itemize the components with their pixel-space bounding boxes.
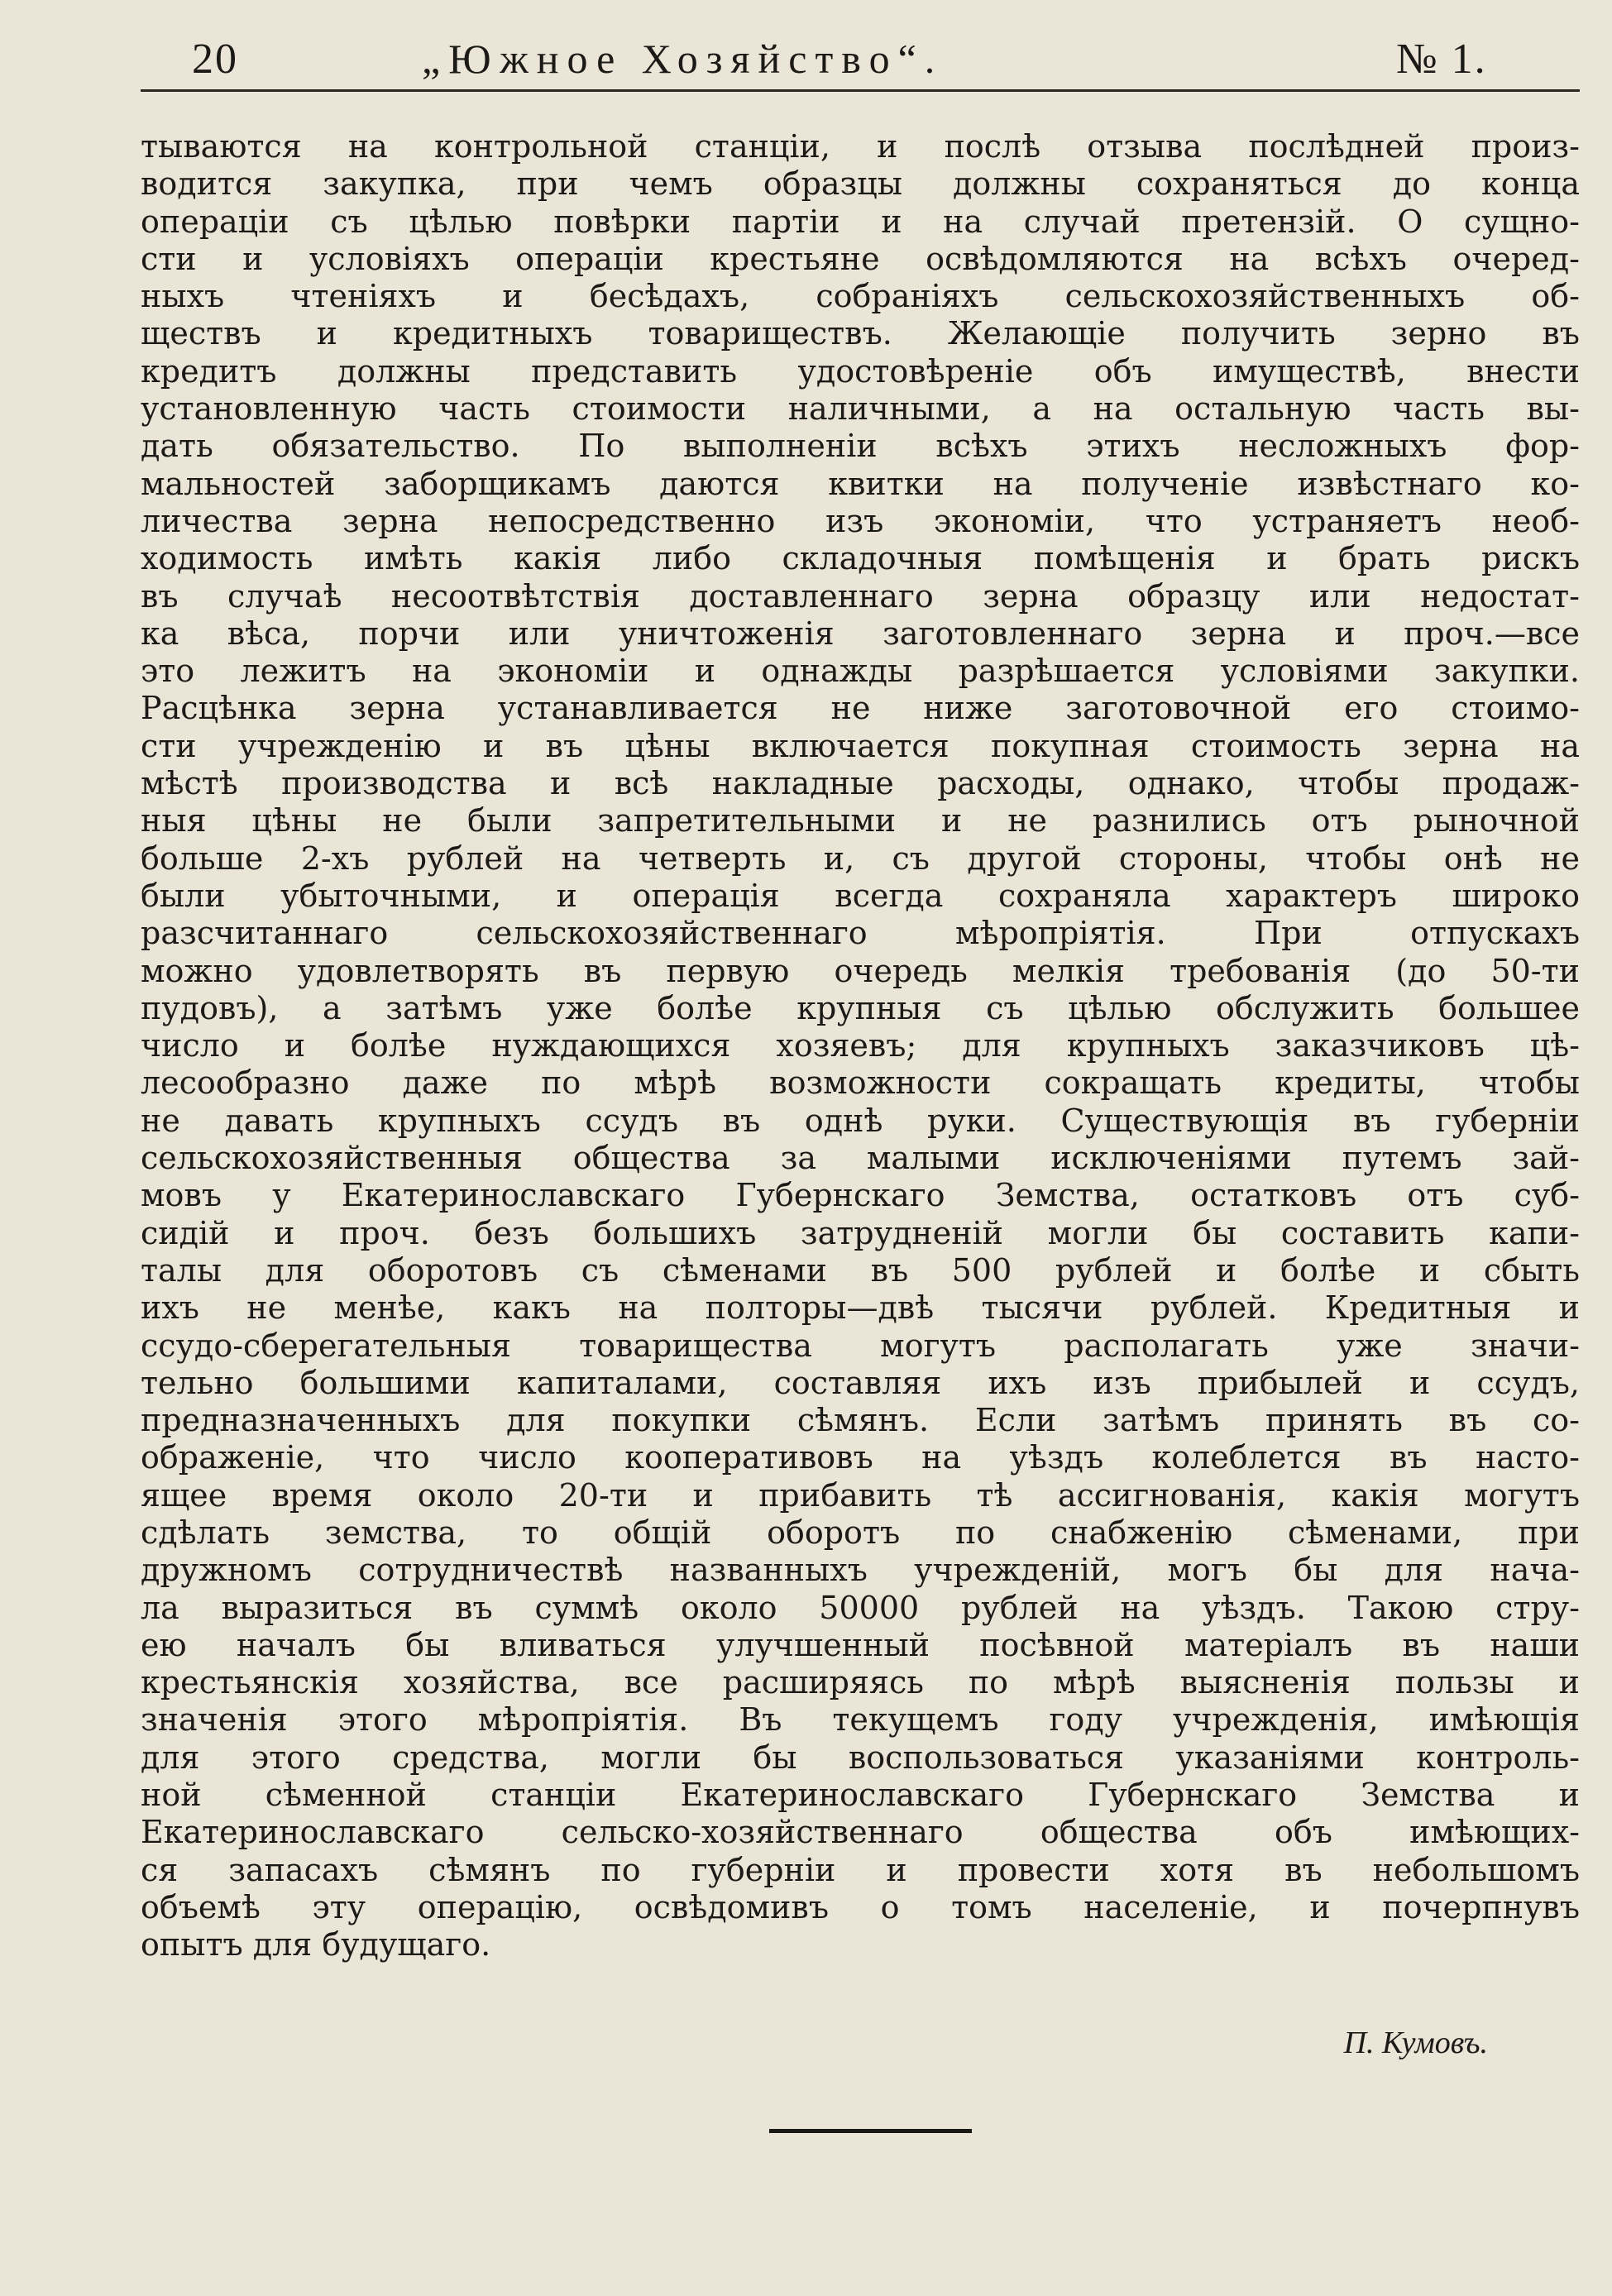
text-line: ка вѣса, порчи или уничтоженія заготовленнаго зерна и проч.—все [141, 615, 1580, 652]
text-line: кредитъ должны представить удостовѣреніе объ имуществѣ, внести [141, 352, 1580, 390]
issue-number: № 1. [1396, 36, 1487, 83]
text-line: тельно большими капиталами, составляя ихъ изъ прибылей и ссудъ, [141, 1364, 1580, 1401]
text-line: установленную часть стоимости наличными, а на остальную часть вы- [141, 390, 1580, 428]
text-line: Расцѣнка зерна устанавливается не ниже заготовочной его стоимо- [141, 690, 1580, 727]
author-signature: П. Кумовъ. [1343, 2026, 1488, 2060]
header-rule [141, 89, 1580, 92]
text-line: ображеніе, что число кооперативовъ на уѣздъ колеблется въ насто- [141, 1439, 1580, 1476]
text-line: Екатеринославскаго сельско-хозяйственнаго общества объ имѣющих- [141, 1814, 1580, 1851]
text-line: разсчитаннаго сельскохозяйственнаго мѣропріятія. При отпускахъ [141, 915, 1580, 952]
text-line: лесообразно даже по мѣрѣ возможности сокращать кредиты, чтобы [141, 1064, 1580, 1102]
text-line: ею началъ бы вливаться улучшенный посѣвной матеріалъ въ наши [141, 1626, 1580, 1663]
text-line: ихъ не менѣе, какъ на полторы—двѣ тысячи рублей. Кредитныя и [141, 1289, 1580, 1327]
text-line: пудовъ), а затѣмъ уже болѣе крупныя съ цѣлью обслужить большее [141, 989, 1580, 1026]
text-line: ящее время около 20-ти и прибавить тѣ ассигнованія, какія могутъ [141, 1476, 1580, 1514]
text-line: сдѣлать земства, то общій оборотъ по снабженію сѣменами, при [141, 1514, 1580, 1551]
text-line: талы для оборотовъ съ сѣменами въ 500 рублей и болѣе и сбыть [141, 1251, 1580, 1289]
text-line: въ случаѣ несоотвѣтствія доставленнаго зерна образцу или недостат- [141, 577, 1580, 615]
text-line: для этого средства, могли бы воспользоваться указаніями контроль- [141, 1739, 1580, 1776]
text-line: дружномъ сотрудничествѣ названныхъ учрежденій, могъ бы для нача- [141, 1552, 1580, 1589]
text-line: ныхъ чтеніяхъ и бесѣдахъ, собраніяхъ сельскохозяйственныхъ об- [141, 278, 1580, 315]
text-line: операціи съ цѣлью повѣрки партіи и на случай претензій. О сущно- [141, 203, 1580, 240]
text-line: ла выразиться въ суммѣ около 50000 рублей на уѣздъ. Такою стру- [141, 1589, 1580, 1626]
text-line: мальностей заборщикамъ даются квитки на полученіе извѣстнаго ко- [141, 465, 1580, 502]
text-line: мовъ у Екатеринославскаго Губернскаго Земства, остатковъ отъ суб- [141, 1177, 1580, 1214]
text-line: объемѣ эту операцію, освѣдомивъ о томъ населеніе, и почерпнувъ [141, 1888, 1580, 1925]
text-line: ся запасахъ сѣмянъ по губерніи и провести хотя въ небольшомъ [141, 1851, 1580, 1888]
article-body [141, 128, 1580, 1964]
text-line: ной сѣменной станціи Екатеринославскаго Губернскаго Земства и [141, 1777, 1580, 1814]
text-line: ссудо-сберегательныя товарищества могутъ располагать уже значи- [141, 1327, 1580, 1364]
text-line: крестьянскія хозяйства, все расширяясь по мѣрѣ выясненія пользы и [141, 1664, 1580, 1701]
text-line: водится закупка, при чемъ образцы должны сохраняться до конца [141, 165, 1580, 203]
text-line: тываются на контрольной станціи, и послѣ отзыва послѣдней произ- [141, 128, 1580, 165]
text-line: личества зерна непосредственно изъ экономіи, что устраняетъ необ- [141, 502, 1580, 539]
text-line: число и болѣе нуждающихся хозяевъ; для крупныхъ заказчиковъ цѣ- [141, 1027, 1580, 1064]
text-line: ществъ и кредитныхъ товариществъ. Желающіе получить зерно въ [141, 315, 1580, 352]
text-line: значенія этого мѣропріятія. Въ текущемъ году учрежденія, имѣющія [141, 1701, 1580, 1739]
text-line: сидій и проч. безъ большихъ затрудненій могли бы составить капи- [141, 1214, 1580, 1251]
text-line: больше 2-хъ рублей на четверть и, съ другой стороны, чтобы онѣ не [141, 839, 1580, 877]
text-line: ходимость имѣть какія либо складочныя помѣщенія и брать рискъ [141, 540, 1580, 577]
page-number: 20 [192, 36, 238, 83]
text-line: дать обязательство. По выполненіи всѣхъ этихъ несложныхъ фор- [141, 428, 1580, 465]
text-line: можно удовлетворять въ первую очередь мелкія требованія (до 50-ти [141, 952, 1580, 989]
journal-title: „Южное Хозяйство“. [422, 36, 944, 82]
text-line: сельскохозяйственныя общества за малыми исключеніями путемъ зай- [141, 1140, 1580, 1177]
page-header [141, 35, 1580, 93]
end-divider [769, 2129, 972, 2133]
text-line: не давать крупныхъ ссудъ въ однѣ руки. Существующія въ губерніи [141, 1102, 1580, 1139]
text-line: предназначенныхъ для покупки сѣмянъ. Если затѣмъ принять въ со- [141, 1402, 1580, 1439]
text-line: мѣстѣ производства и всѣ накладные расходы, однако, чтобы продаж- [141, 765, 1580, 802]
text-line: были убыточными, и операція всегда сохраняла характеръ широко [141, 877, 1580, 914]
text-line: сти учрежденію и въ цѣны включается покупная стоимость зерна на [141, 727, 1580, 764]
text-line: это лежитъ на экономіи и однажды разрѣшается условіями закупки. [141, 653, 1580, 690]
text-line: ныя цѣны не были запретительными и не разнились отъ рыночной [141, 802, 1580, 839]
text-line: опытъ для будущаго. [141, 1926, 491, 1964]
text-line: сти и условіяхъ операціи крестьяне освѣдомляются на всѣхъ очеред- [141, 240, 1580, 277]
